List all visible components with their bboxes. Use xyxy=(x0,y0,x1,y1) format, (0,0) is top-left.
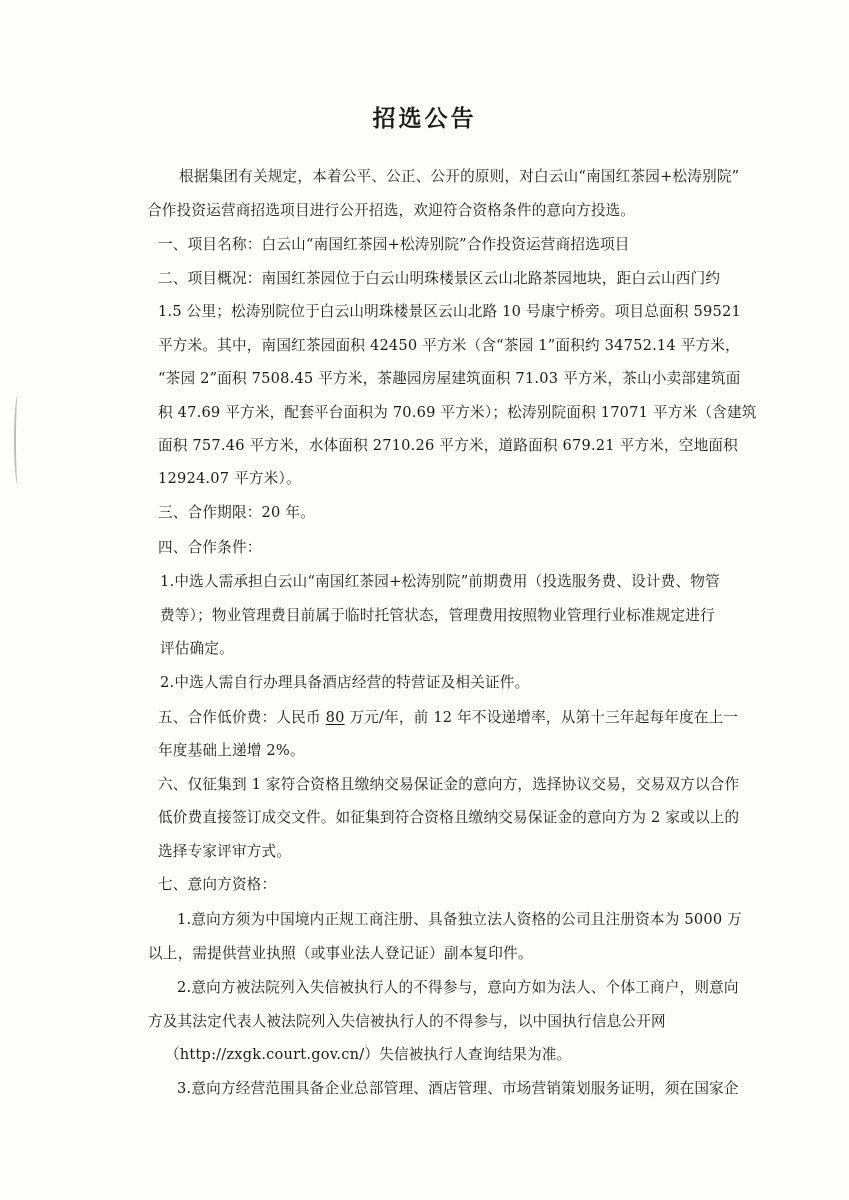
qualification-item-1: 1.意向方须为中国境内正规工商注册、具备独立法人资格的公司且注册资本为 5000 万 xyxy=(177,911,742,928)
paragraph-line: 合作投资运营商招选项目进行公开招选，欢迎符合资格条件的意向方投选。 xyxy=(147,202,636,219)
paragraph-line: 低价费直接签订成交文件。如征集到符合资格且缴纳交易保证金的意向方为 2 家或以上的 xyxy=(158,809,740,826)
fee-line-prefix: 五、合作低价费：人民币 xyxy=(158,709,326,726)
paragraph-line: （http://zxgk.court.gov.cn/）失信被执行人查询结果为准。 xyxy=(165,1046,572,1063)
section-minimum-fee xyxy=(158,706,738,727)
fee-line-suffix: 万元/年，前 12 年不设递增率，从第十三年起每年度在上一 xyxy=(344,709,739,726)
section-cooperation-term: 三、合作期限：20 年。 xyxy=(158,504,315,521)
paragraph-line: 方及其法定代表人被法院列入失信被执行人的不得参与，以中国执行信息公开网 xyxy=(148,1013,666,1030)
paragraph-line: 12924.07 平方米）。 xyxy=(158,470,301,487)
paragraph-line: 平方米。其中，南国红茶园面积 42450 平方米（含“茶园 1”面积约 34752.14 平方米， xyxy=(158,337,740,354)
paragraph-line: 费等）；物业管理费目前属于临时托管状态，管理费用按照物业管理行业标准规定进行 xyxy=(160,607,715,624)
condition-item-2: 2.中选人需自行办理具备酒店经营的特营证及相关证件。 xyxy=(160,674,530,691)
section-transaction-method: 六、仅征集到 1 家符合资格且缴纳交易保证金的意向方，选择协议交易，交易双方以合作 xyxy=(158,776,740,793)
paragraph-line: 评估确定。 xyxy=(160,640,234,657)
section-bidder-qualifications: 七、意向方资格： xyxy=(158,876,277,893)
qualification-item-2: 2.意向方被法院列入失信被执行人的不得参与，意向方如为法人、个体工商户，则意向 xyxy=(177,979,739,996)
paragraph-line: 根据集团有关规定，本着公平、公正、公开的原则，对白云山“南国红茶园+松涛别院” xyxy=(179,168,740,185)
document-title: 招选公告 xyxy=(372,105,477,132)
section-cooperation-conditions: 四、合作条件： xyxy=(158,539,262,556)
fee-amount: 80 xyxy=(325,709,345,726)
paragraph-line: 年度基础上递增 2%。 xyxy=(158,742,305,759)
paragraph-line: 选择专家评审方式。 xyxy=(158,843,292,860)
paragraph-line: “茶园 2”面积 7508.45 平方米，茶趣园房屋建筑面积 71.03 平方米，茶山小卖部建筑面 xyxy=(158,370,741,387)
condition-item-1: 1.中选人需承担白云山“南国红茶园+松涛别院”前期费用（投选服务费、设计费、物管 xyxy=(160,573,720,590)
section-project-name: 一、项目名称：白云山“南国红茶园+松涛别院”合作投资运营商招选项目 xyxy=(158,236,630,253)
scan-margin-mark xyxy=(14,395,22,485)
paragraph-line: 积 47.69 平方米，配套平台面积为 70.69 平方米）；松涛别院面积 17071 平方米（含建筑 xyxy=(158,404,757,421)
section-project-overview: 二、项目概况：南国红茶园位于白云山明珠楼景区云山北路茶园地块，距白云山西门约 xyxy=(158,270,721,287)
paragraph-line: 面积 757.46 平方米，水体面积 2710.26 平方米，道路面积 679.21 平方米，空地面积 xyxy=(158,437,738,454)
paragraph-line: 1.5 公里；松涛别院位于白云山明珠楼景区云山北路 10 号康宁桥旁。项目总面积 59521 xyxy=(158,303,741,320)
qualification-item-3: 3.意向方经营范围具备企业总部管理、酒店管理、市场营销策划服务证明，须在国家企 xyxy=(177,1080,739,1097)
paragraph-line: 以上，需提供营业执照（或事业法人登记证）副本复印件。 xyxy=(148,945,533,962)
